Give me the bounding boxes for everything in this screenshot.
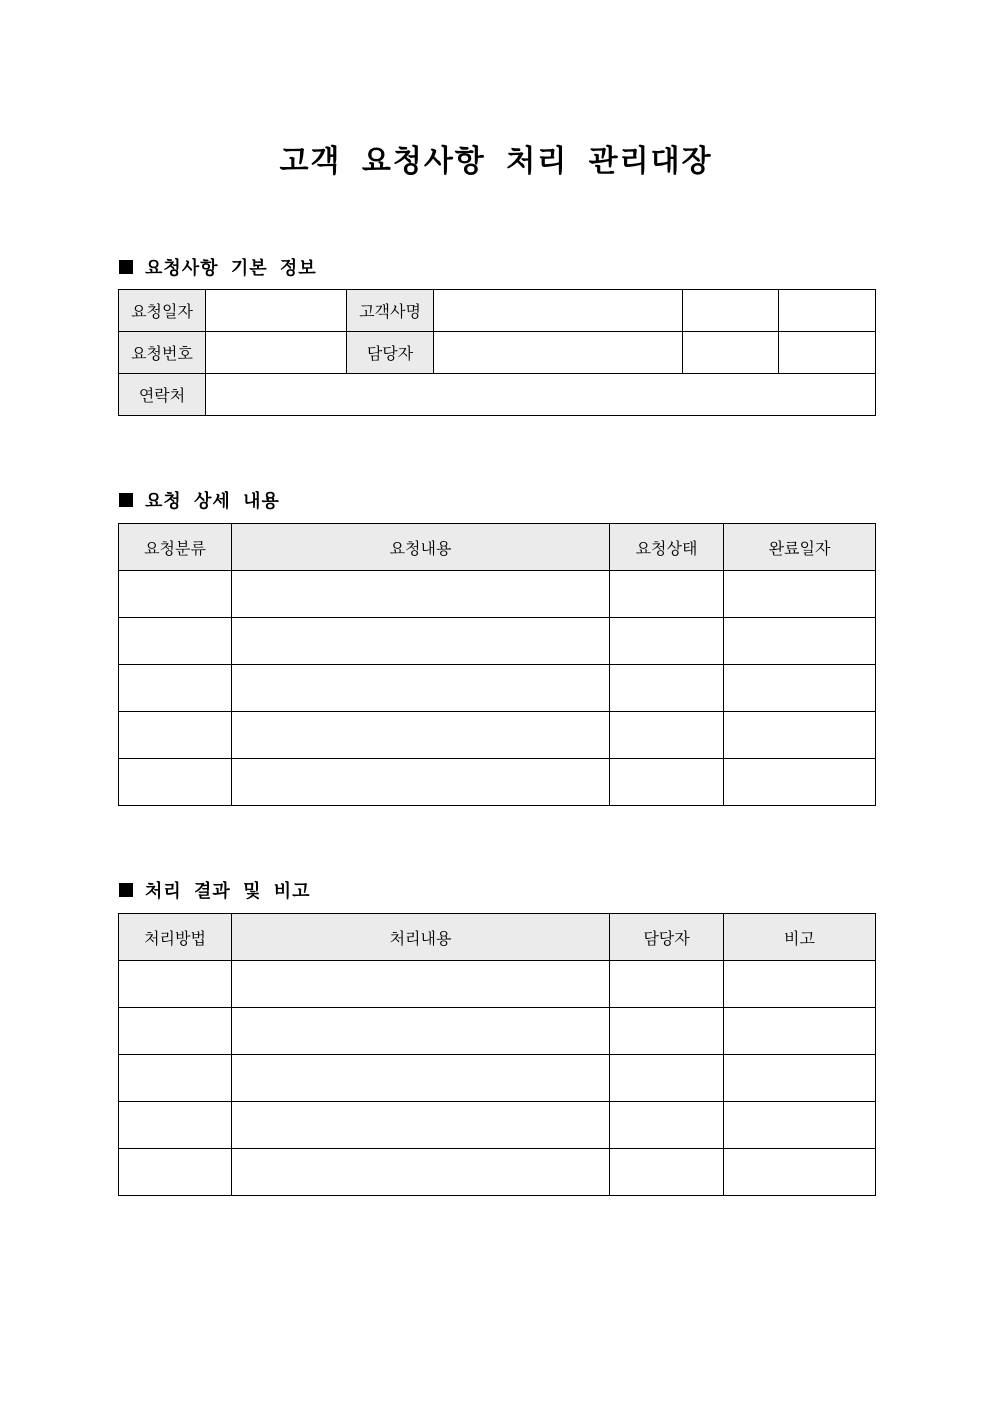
table-cell[interactable] [724, 571, 876, 618]
table-row [119, 1102, 876, 1149]
table-cell[interactable] [232, 665, 610, 712]
table-cell[interactable] [724, 759, 876, 806]
column-header: 처리방법 [119, 914, 232, 961]
result-body [119, 961, 876, 1196]
section-heading-result [119, 877, 311, 903]
request-detail-body [119, 571, 876, 806]
table-cell[interactable] [119, 1102, 232, 1149]
basic-info-row-1 [119, 290, 876, 332]
table-cell[interactable] [724, 618, 876, 665]
table-row [119, 961, 876, 1008]
black-square-icon [119, 883, 133, 897]
result-table [118, 913, 876, 1196]
basic-info-row-2 [119, 332, 876, 374]
black-square-icon [119, 493, 133, 507]
section-heading-basic [119, 254, 317, 280]
customer-name-label: 고객사명 [347, 290, 434, 332]
black-square-icon [119, 260, 133, 274]
table-row [119, 618, 876, 665]
table-header-row [119, 524, 876, 571]
column-header: 담당자 [610, 914, 724, 961]
table-cell[interactable] [232, 712, 610, 759]
basic-info-table [118, 289, 876, 416]
contact-field[interactable] [206, 374, 876, 416]
table-cell[interactable] [119, 1149, 232, 1196]
table-cell[interactable] [610, 1102, 724, 1149]
column-header: 요청내용 [232, 524, 610, 571]
manager-label: 담당자 [347, 332, 434, 374]
table-cell[interactable] [724, 665, 876, 712]
table-cell[interactable] [119, 1008, 232, 1055]
table-cell[interactable] [724, 1149, 876, 1196]
table-row [119, 759, 876, 806]
table-cell[interactable] [232, 759, 610, 806]
extra-field-1b[interactable] [779, 290, 876, 332]
request-number-field[interactable] [206, 332, 347, 374]
extra-field-1a[interactable] [683, 290, 779, 332]
table-cell[interactable] [610, 1055, 724, 1102]
request-date-label: 요청일자 [119, 290, 206, 332]
column-header: 완료일자 [724, 524, 876, 571]
section-heading-detail-text: 요청 상세 내용 [145, 491, 280, 512]
table-cell[interactable] [232, 571, 610, 618]
table-row [119, 571, 876, 618]
manager-field[interactable] [434, 332, 683, 374]
request-date-field[interactable] [206, 290, 347, 332]
table-row [119, 712, 876, 759]
table-cell[interactable] [724, 1055, 876, 1102]
basic-info-row-3 [119, 374, 876, 416]
table-row [119, 665, 876, 712]
column-header: 처리내용 [232, 914, 610, 961]
table-cell[interactable] [610, 712, 724, 759]
section-heading-basic-text: 요청사항 기본 정보 [145, 258, 317, 279]
table-cell[interactable] [232, 618, 610, 665]
request-detail-table [118, 523, 876, 806]
page-title: 고객 요청사항 처리 관리대장 [279, 144, 713, 179]
extra-field-2b[interactable] [779, 332, 876, 374]
table-cell[interactable] [610, 618, 724, 665]
table-header-row [119, 914, 876, 961]
customer-name-field[interactable] [434, 290, 683, 332]
table-row [119, 1008, 876, 1055]
table-cell[interactable] [232, 1102, 610, 1149]
table-cell[interactable] [232, 1008, 610, 1055]
table-cell[interactable] [119, 665, 232, 712]
table-cell[interactable] [724, 712, 876, 759]
section-heading-result-text: 처리 결과 및 비고 [145, 881, 311, 902]
table-cell[interactable] [610, 571, 724, 618]
table-cell[interactable] [232, 961, 610, 1008]
column-header: 요청분류 [119, 524, 232, 571]
table-cell[interactable] [724, 1102, 876, 1149]
table-cell[interactable] [610, 759, 724, 806]
table-cell[interactable] [232, 1055, 610, 1102]
table-row [119, 1149, 876, 1196]
table-cell[interactable] [119, 618, 232, 665]
table-cell[interactable] [724, 1008, 876, 1055]
table-row [119, 1055, 876, 1102]
table-cell[interactable] [232, 1149, 610, 1196]
table-cell[interactable] [610, 665, 724, 712]
column-header: 요청상태 [610, 524, 724, 571]
table-cell[interactable] [610, 1149, 724, 1196]
table-cell[interactable] [119, 759, 232, 806]
table-cell[interactable] [119, 1055, 232, 1102]
table-cell[interactable] [610, 1008, 724, 1055]
extra-field-2a[interactable] [683, 332, 779, 374]
table-cell[interactable] [119, 961, 232, 1008]
table-cell[interactable] [724, 961, 876, 1008]
table-cell[interactable] [119, 571, 232, 618]
column-header: 비고 [724, 914, 876, 961]
table-cell[interactable] [610, 961, 724, 1008]
section-heading-detail [119, 487, 280, 513]
contact-label: 연락처 [119, 374, 206, 416]
table-cell[interactable] [119, 712, 232, 759]
request-number-label: 요청번호 [119, 332, 206, 374]
